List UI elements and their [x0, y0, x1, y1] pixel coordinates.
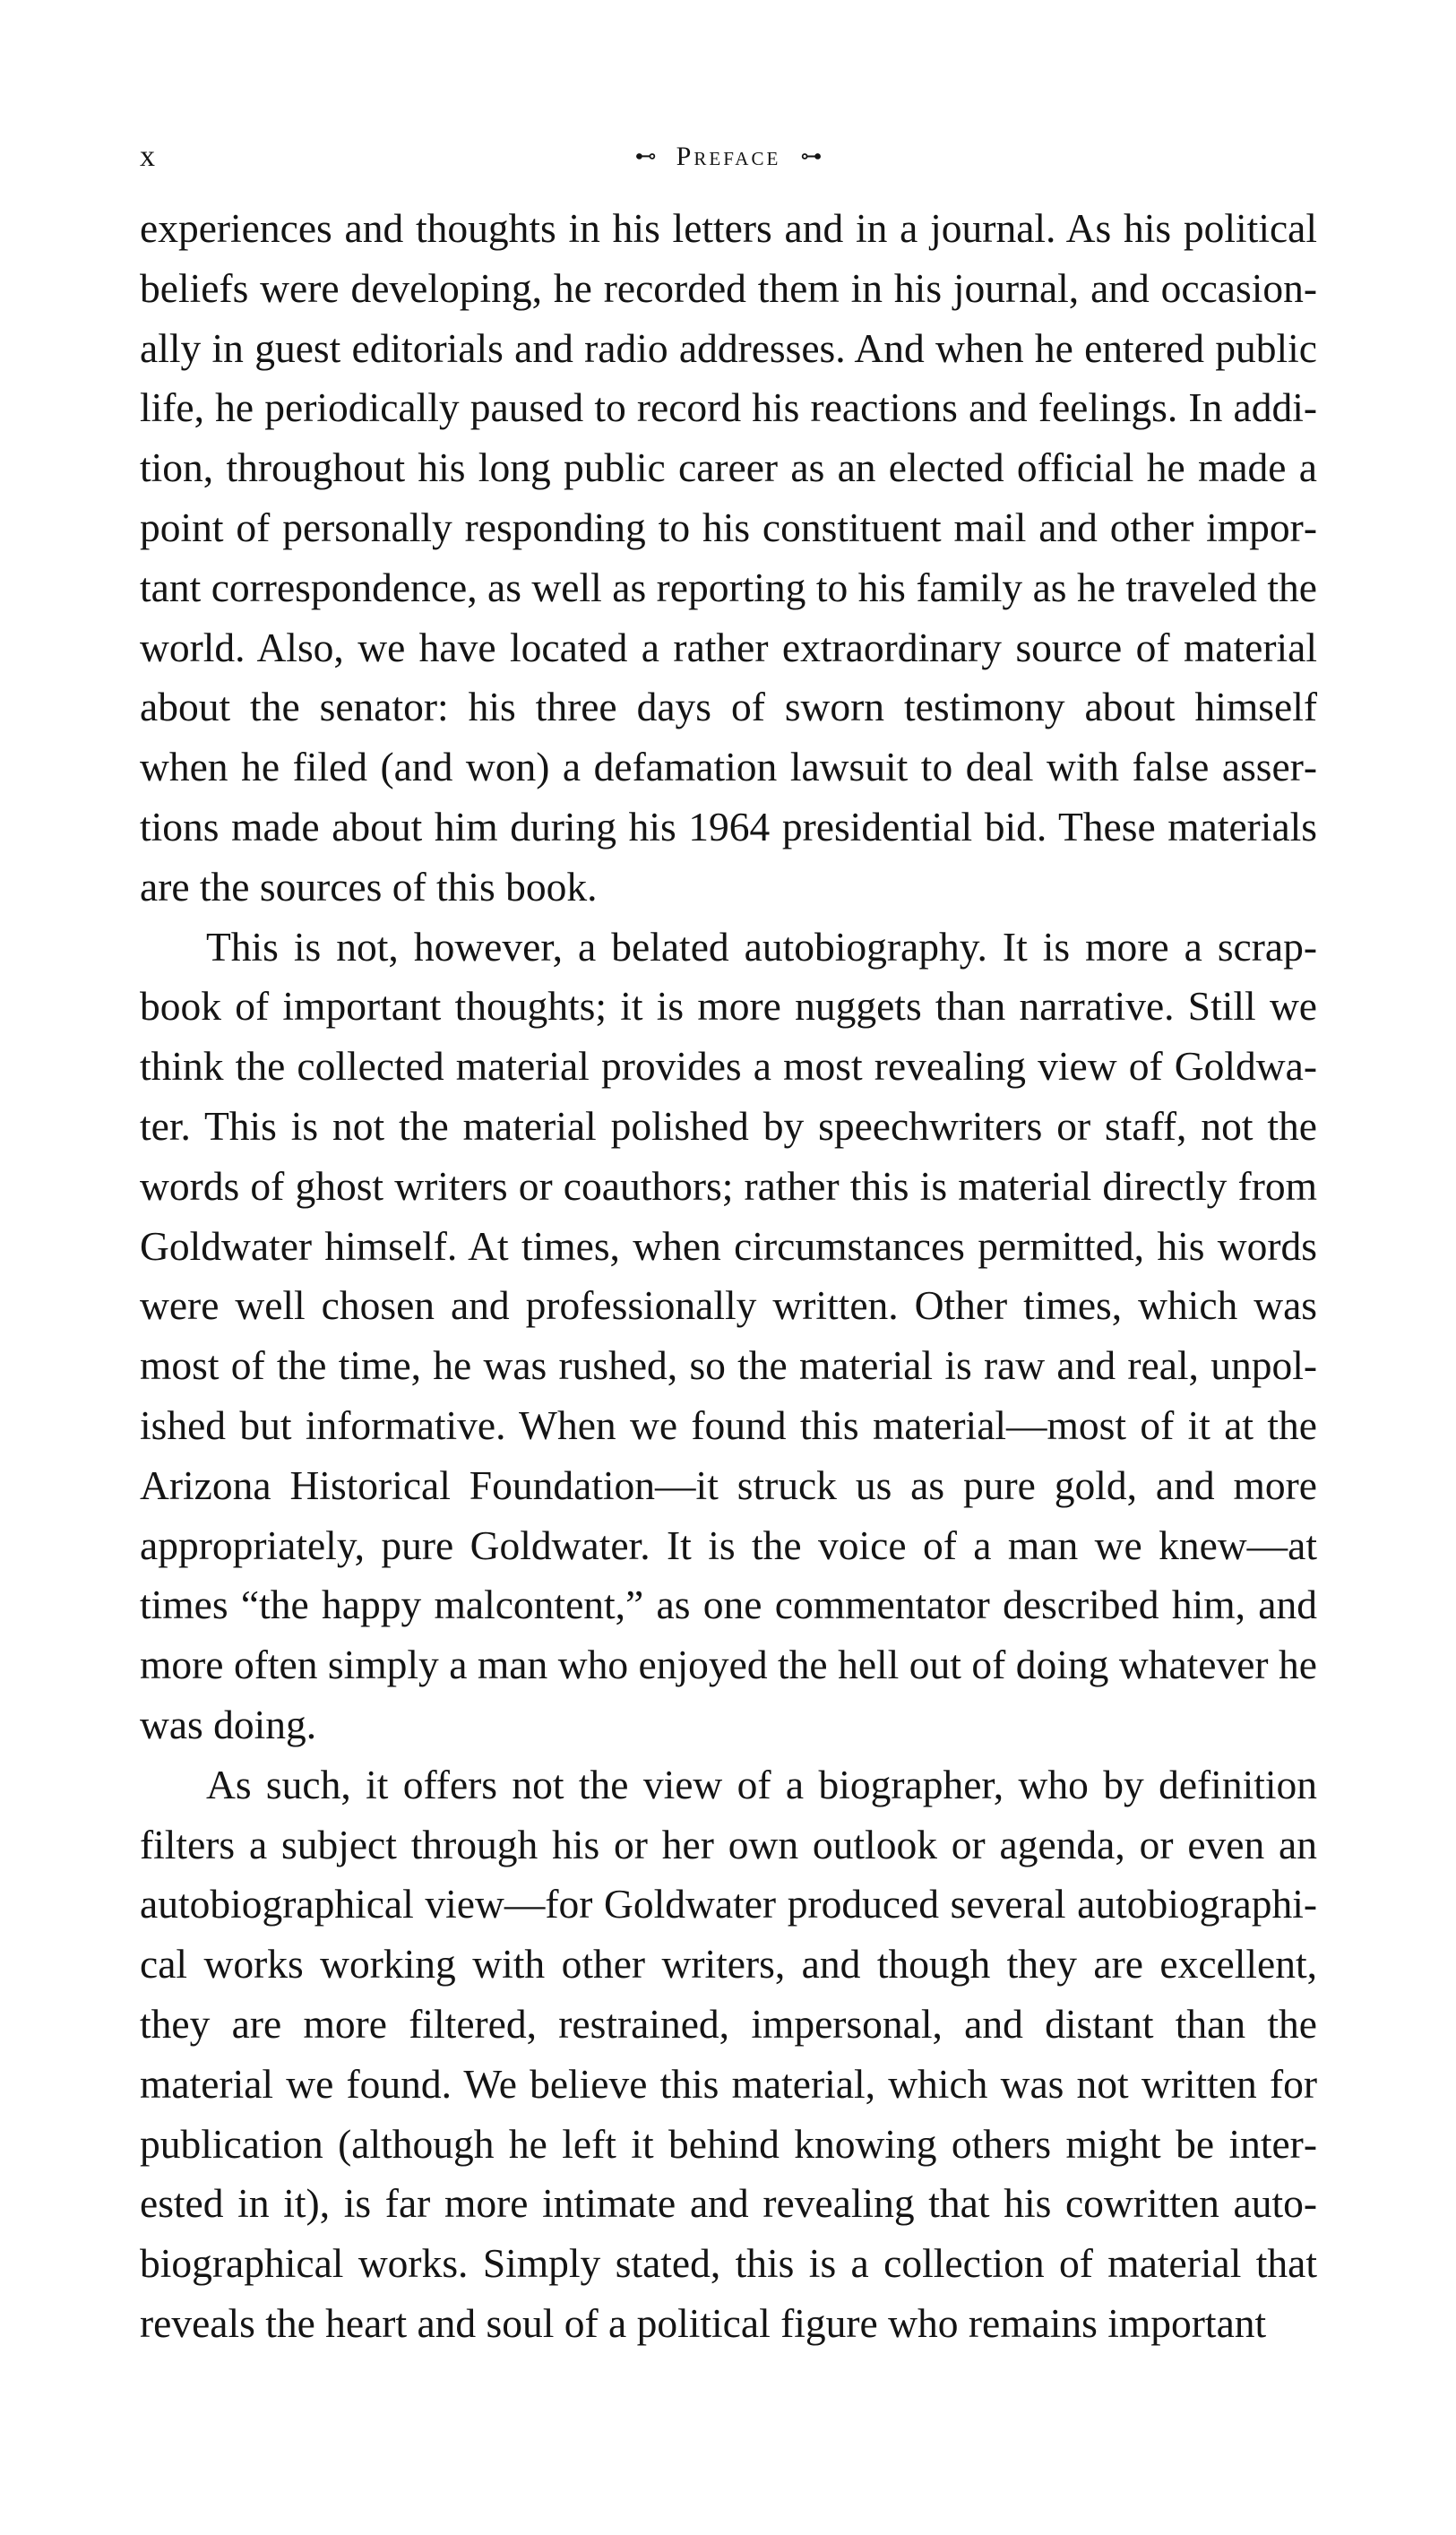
- paragraph: experiences and thoughts in his letters and in a journal. As his political beliefs were developing, he recorded them in his journal, and occasionally in guest editorials and radio addresses. And when he entered public life, he periodically paused to record his reactions and feelings. In addition, throughout his long public career as an elected official he made a point of personally responding to his constituent mail and other important correspondence, as well as reporting to his family as he traveled the world. Also, we have located a rather extraordinary source of material about the senator: his three days of sworn testimony about himself when he filed (and won) a defamation lawsuit to deal with false assertions made about him during his 1964 presidential bid. These materials are the sources of this book.: [140, 205, 1317, 910]
- paragraph: As such, it offers not the view of a biographer, who by definition filters a subject through his or her own outlook or agenda, or even an autobiographical view—for Goldwater produced several autobiographical works working with other writers, and though they are excellent, they are more filtered, restrained, impersonal, and distant than the material we found. We believe this material, which was not written for publication (although he left it behind knowing others might be interested in it), is far more intimate and revealing that his cowritten autobiographical works. Simply stated, this is a collection of material that reveals the heart and soul of a political figure who remains important: [140, 1761, 1317, 2346]
- chapter-title: [140, 134, 1317, 179]
- left-ornament-icon: ⊷: [634, 145, 657, 168]
- running-head: [140, 134, 1317, 179]
- page-number: x: [140, 140, 156, 173]
- paragraph: This is not, however, a belated autobiography. It is more a scrapbook of important thoughts; it is more nuggets than narrative. Still we think the collected material provides a most revealing view of Goldwater. This is not the material polished by speechwriters or staff, not the words of ghost writers or coauthors; rather this is material directly from Goldwater himself. At times, when circumstances permitted, his words were well chosen and professionally written. Other times, which was most of the time, he was rushed, so the material is raw and real, unpolished but informative. When we found this material—most of it at the Arizona Historical Foundation—it struck us as pure gold, and more appropriately, pure Goldwater. It is the voice of a man we knew—at times “the happy malcontent,” as one commentator described him, and more often simply a man who enjoyed the hell out of doing whatever he was doing.: [140, 923, 1317, 1747]
- body-text: [140, 199, 1317, 2354]
- chapter-title-text: Preface: [676, 142, 781, 171]
- right-ornament-icon: ⊶: [800, 145, 823, 168]
